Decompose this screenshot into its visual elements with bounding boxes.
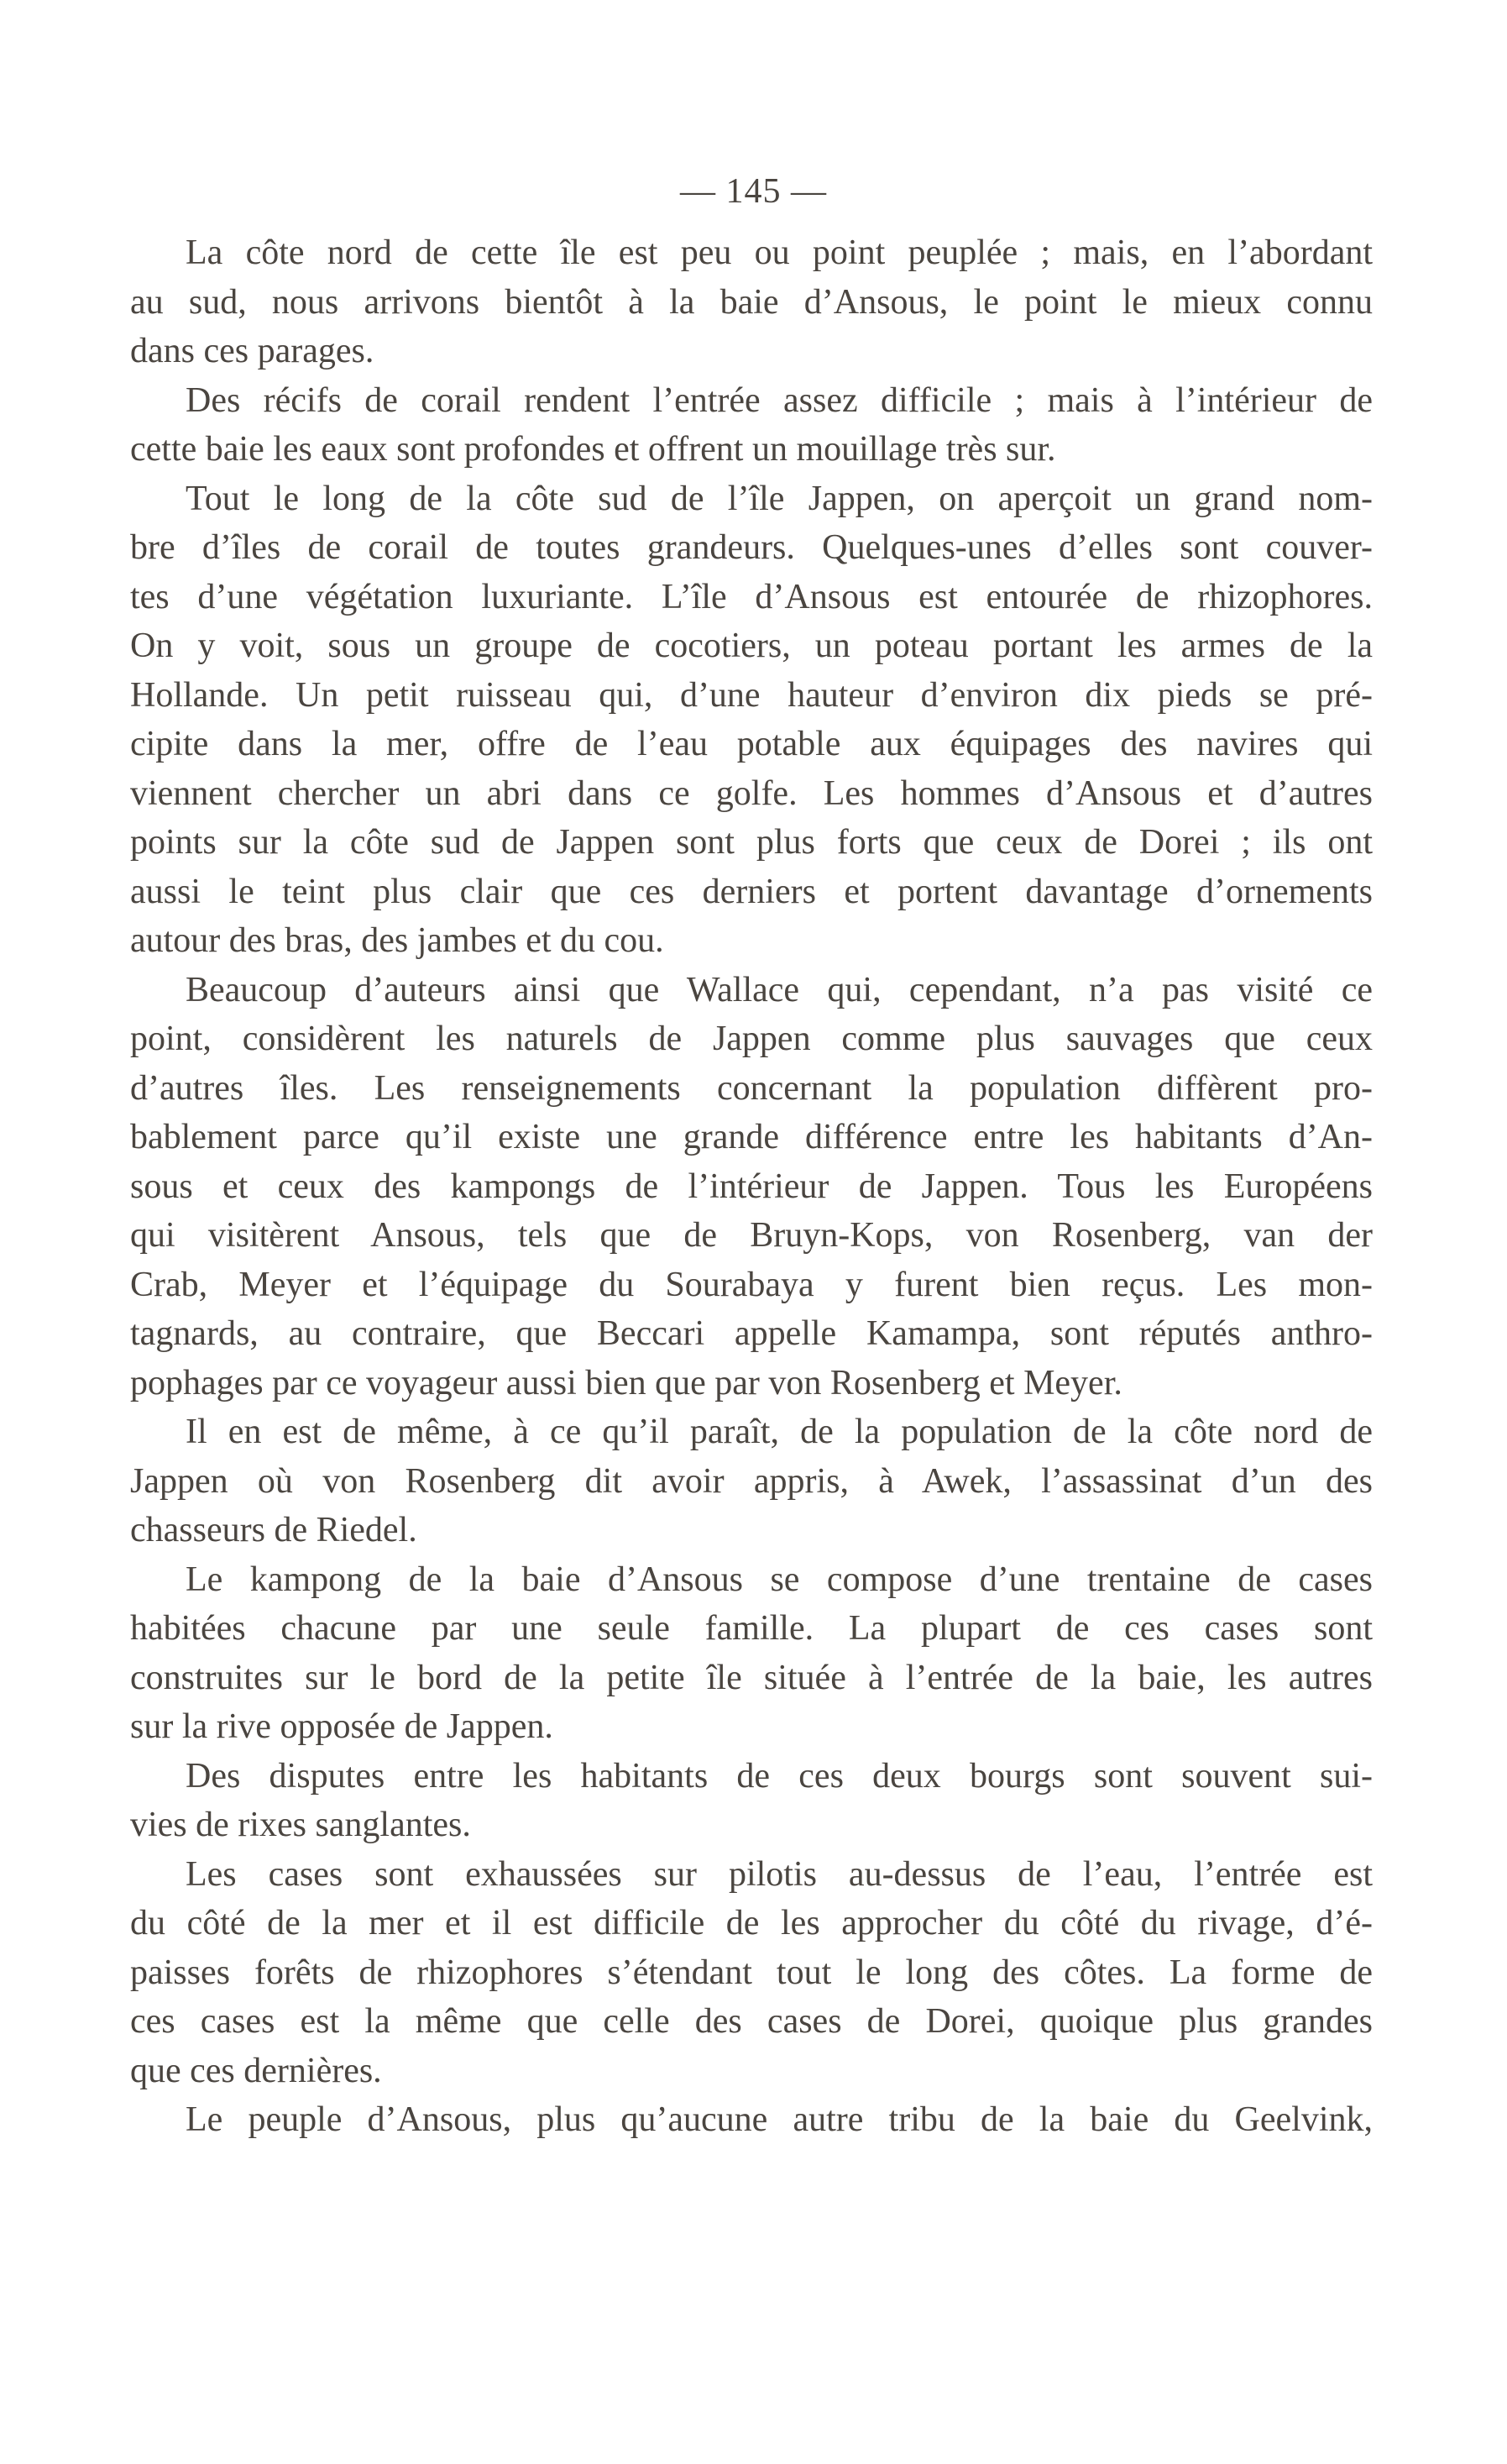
text-line: Les cases sont exhaussées sur pilotis au-dessus de l’eau, l’entrée est: [186, 1854, 1373, 1894]
text-line: tagnards, au contraire, que Beccari appelle Kamampa, sont réputés anthro-: [130, 1314, 1373, 1353]
text-line: cipite dans la mer, offre de l’eau potable aux équipages des navires qui: [130, 725, 1373, 763]
text-line: d’autres îles. Les renseignements concernant la population diffèrent pro-: [130, 1068, 1373, 1108]
text-line: viennent chercher un abri dans ce golfe. Les hommes d’Ansous et d’autres: [130, 773, 1373, 813]
text-line: Hollande. Un petit ruisseau qui, d’une hauteur d’environ dix pieds se pré-: [130, 675, 1373, 715]
body-text: [130, 228, 1373, 2145]
page-number: — 145 —: [680, 172, 827, 211]
text-line: On y voit, sous un groupe de cocotiers, un poteau portant les armes de la: [130, 626, 1373, 665]
text-line: du côté de la mer et il est difficile de les approcher du côté du rivage, d’é-: [130, 1904, 1373, 1942]
text-line: construites sur le bord de la petite île située à l’entrée de la baie, les autres: [130, 1658, 1373, 1697]
text-line: que ces dernières.: [130, 2051, 382, 2090]
text-line: points sur la côte sud de Jappen sont plus forts que ceux de Dorei ; ils ont: [130, 823, 1373, 862]
text-line: dans ces parages.: [130, 332, 374, 370]
text-line: bre d’îles de corail de toutes grandeurs. Quelques-unes d’elles sont couver-: [130, 528, 1373, 567]
text-line: paisses forêts de rhizophores s’étendant tout le long des côtes. La forme de: [130, 1953, 1373, 1992]
text-line: chasseurs de Riedel.: [130, 1511, 417, 1549]
text-line: point, considèrent les naturels de Jappen comme plus sauvages que ceux: [130, 1020, 1373, 1058]
text-line: La côte nord de cette île est peu ou point peuplée ; mais, en l’abordant: [186, 233, 1373, 272]
text-line: Le peuple d’Ansous, plus qu’aucune autre tribu de la baie du Geelvink,: [186, 2100, 1373, 2139]
text-line: Des récifs de corail rendent l’entrée assez difficile ; mais à l’intérieur de: [186, 380, 1373, 420]
text-line: Jappen où von Rosenberg dit avoir appris, à Awek, l’assassinat d’un des: [130, 1461, 1373, 1501]
text-line: qui visitèrent Ansous, tels que de Bruyn-Kops, von Rosenberg, van der: [130, 1216, 1373, 1255]
text-line: pophages par ce voyageur aussi bien que par von Rosenberg et Meyer.: [130, 1363, 1122, 1402]
text-line: sous et ceux des kampongs de l’intérieur de Jappen. Tous les Européens: [130, 1166, 1373, 1206]
text-line: bablement parce qu’il existe une grande différence entre les habitants d’An-: [130, 1118, 1373, 1156]
text-line: Des disputes entre les habitants de ces deux bourgs sont souvent sui-: [186, 1756, 1373, 1796]
text-line: Beaucoup d’auteurs ainsi que Wallace qui, cependant, n’a pas visité ce: [186, 970, 1373, 1009]
text-line: vies de rixes sanglantes.: [130, 1806, 471, 1844]
text-line: Le kampong de la baie d’Ansous se compose d’une trentaine de cases: [186, 1560, 1373, 1599]
text-line: habitées chacune par une seule famille. La plupart de ces cases sont: [130, 1609, 1373, 1648]
text-line: Il en est de même, à ce qu’il paraît, de la population de la côte nord de: [186, 1413, 1373, 1451]
text-line: aussi le teint plus clair que ces derniers et portent davantage d’ornements: [130, 872, 1373, 911]
text-line: autour des bras, des jambes et du cou.: [130, 921, 664, 960]
text-line: au sud, nous arrivons bientôt à la baie d’Ansous, le point le mieux connu: [130, 282, 1373, 322]
text-line: sur la rive opposée de Jappen.: [130, 1707, 553, 1746]
text-line: Crab, Meyer et l’équipage du Sourabaya y furent bien reçus. Les mon-: [130, 1265, 1373, 1304]
text-line: tes d’une végétation luxuriante. L’île d’Ansous est entourée de rhizophores.: [130, 577, 1373, 616]
text-line: Tout le long de la côte sud de l’île Jappen, on aperçoit un grand nom-: [186, 479, 1373, 518]
text-line: ces cases est la même que celle des cases de Dorei, quoique plus grandes: [130, 2002, 1373, 2041]
text-line: cette baie les eaux sont profondes et offrent un mouillage très sur.: [130, 430, 1056, 469]
